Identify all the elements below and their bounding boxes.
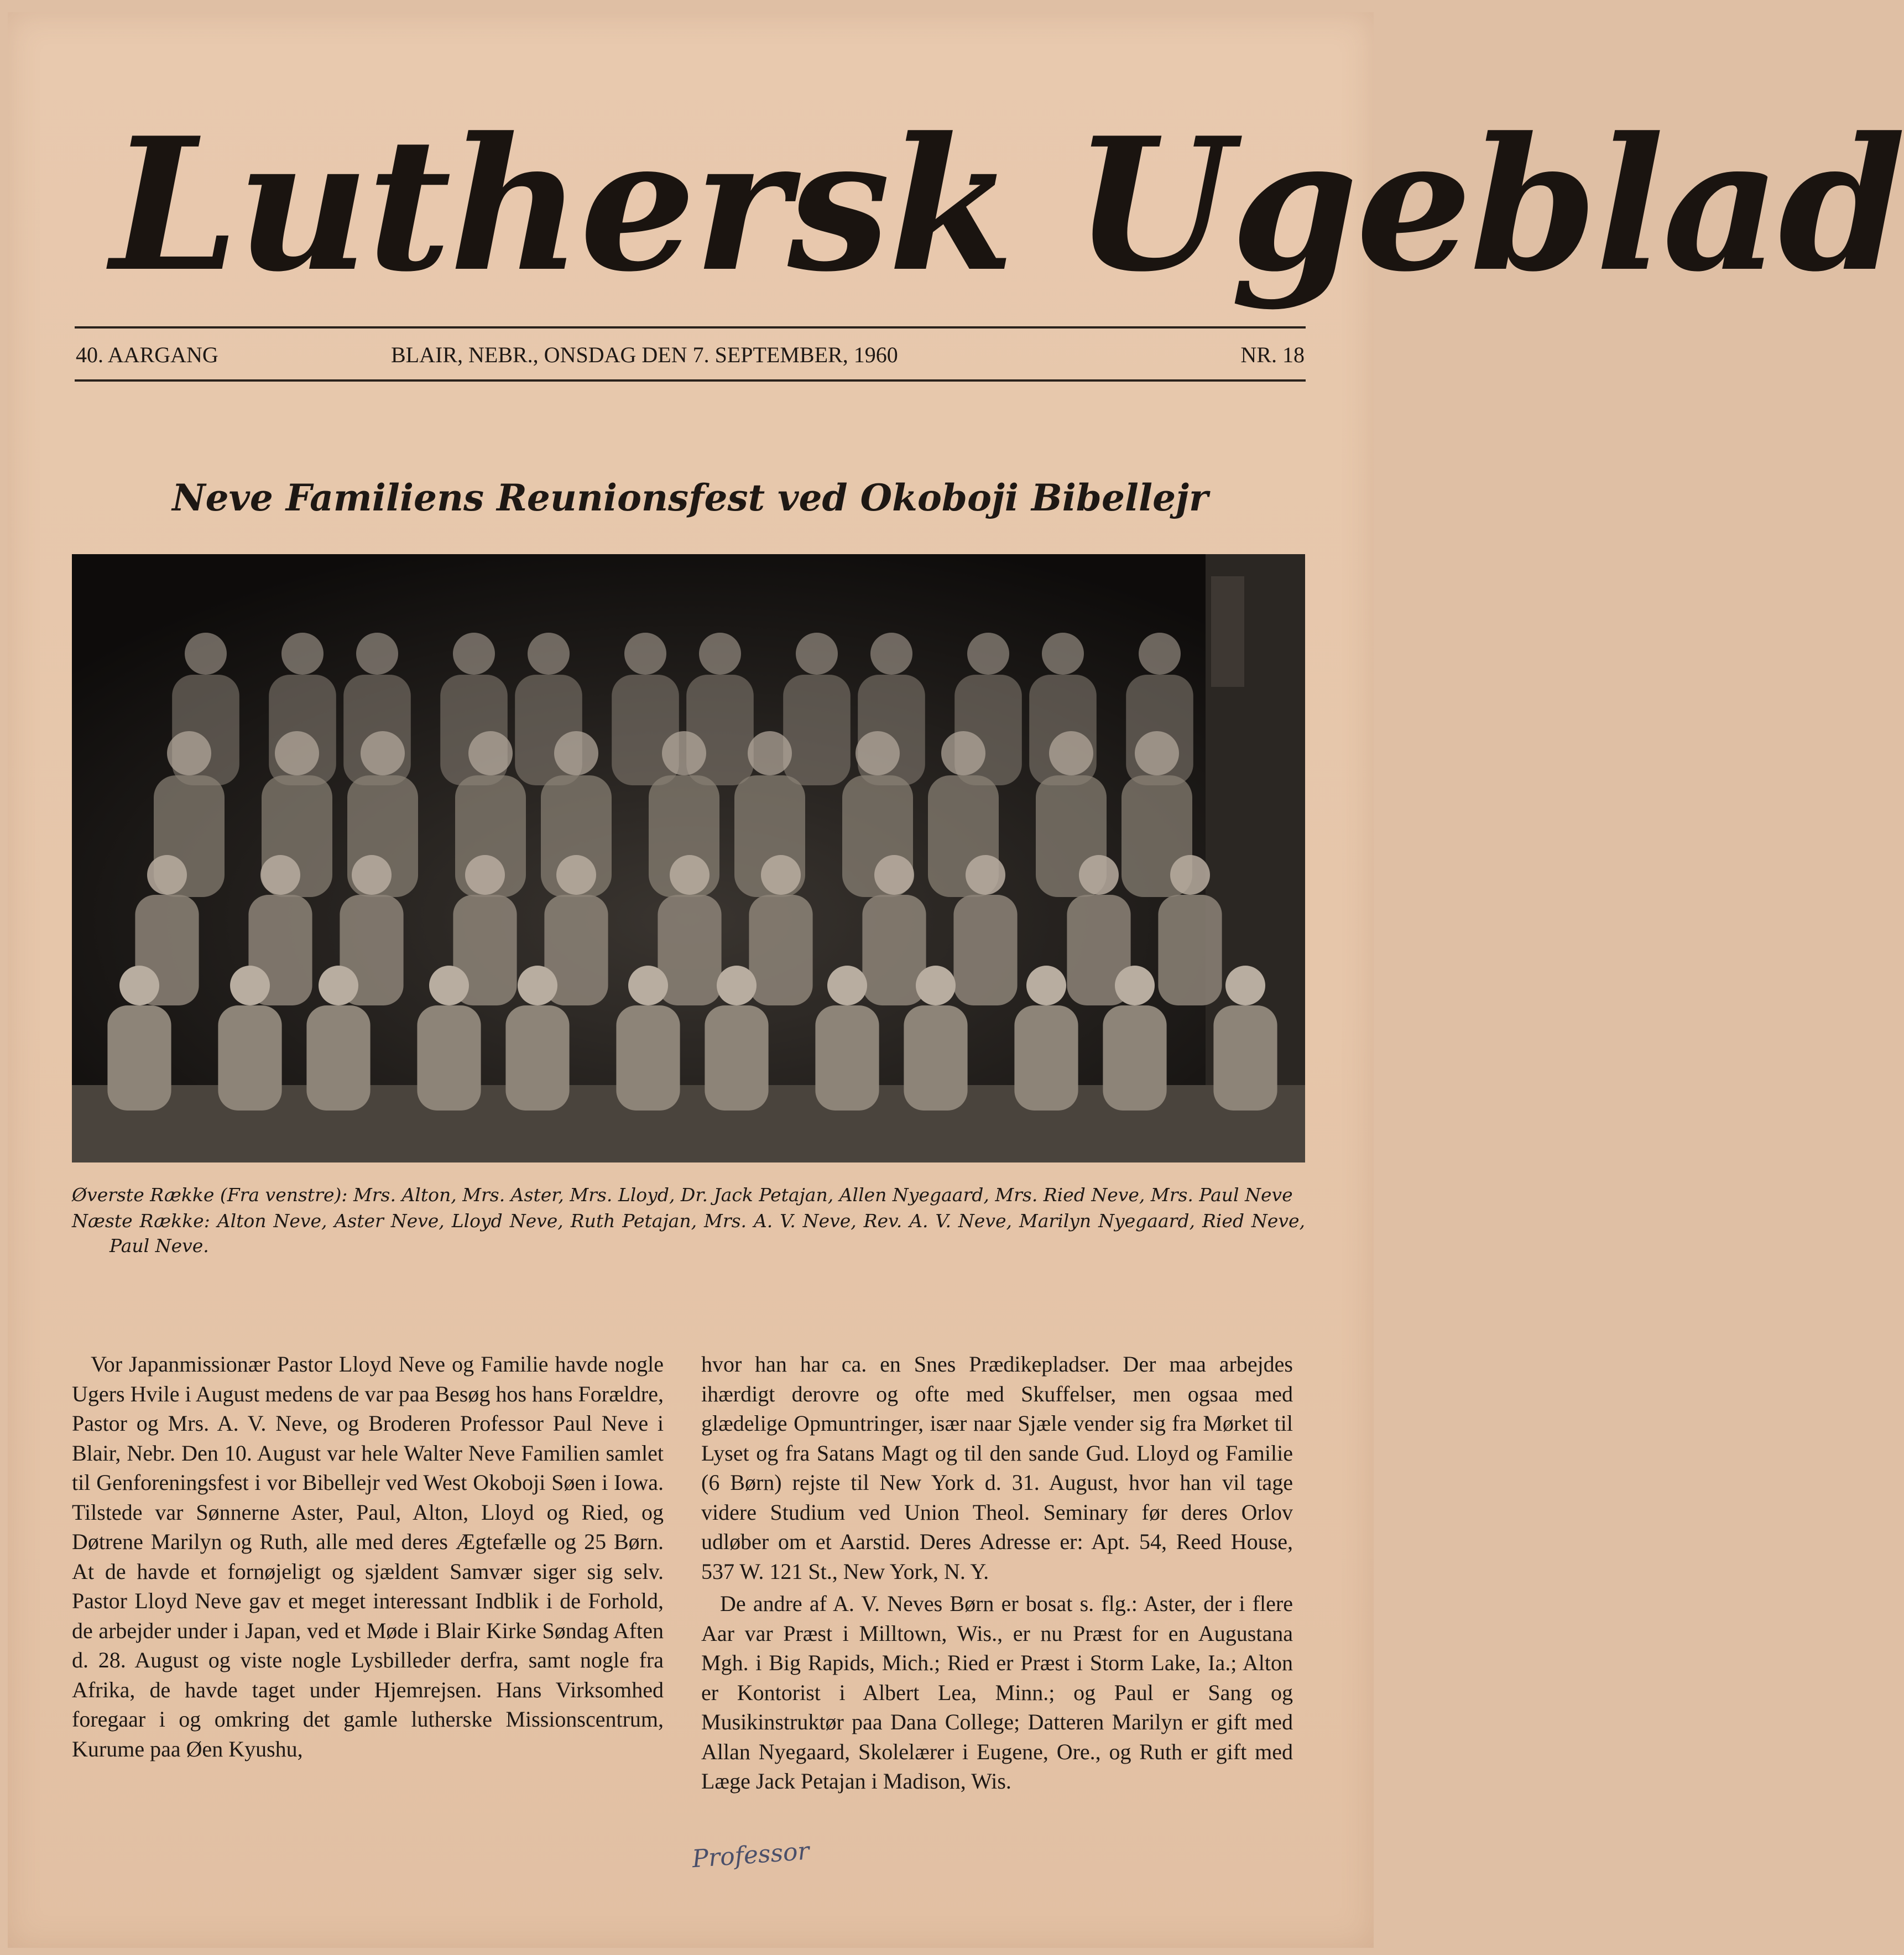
photo-figure-head	[827, 966, 867, 1005]
photo-figure-head	[352, 855, 392, 895]
photo-figure-head	[319, 966, 358, 1005]
photo-figure-head	[1049, 731, 1093, 775]
photo-figure-head	[429, 966, 469, 1005]
dateline	[75, 338, 1306, 372]
photo-figure-body	[306, 1005, 370, 1111]
photo-caption	[72, 1182, 1305, 1259]
photo-figure-body	[705, 1005, 768, 1111]
photo-figure-head	[670, 855, 710, 895]
photo-figure-head	[1042, 633, 1084, 675]
masthead-rule-bottom	[75, 379, 1306, 382]
photo-figure-head	[662, 731, 706, 775]
photo-figure-body	[1103, 1005, 1166, 1111]
photo-figure-head	[528, 633, 570, 675]
photo-figure-head	[967, 633, 1009, 675]
photo-figure-body	[783, 675, 851, 785]
photo-figure-head	[1115, 966, 1155, 1005]
photo-figure-head	[119, 966, 159, 1005]
photo-figure-head	[260, 855, 300, 895]
photo-figure-head	[870, 633, 912, 675]
handwritten-annotation: Professor	[691, 1837, 811, 1874]
photo-figure-body	[1014, 1005, 1078, 1111]
photo-figure-head	[465, 855, 505, 895]
photo-figure-head	[185, 633, 227, 675]
caption-top-row: Øverste Række (Fra venstre): Mrs. Alton, Mrs. Aster, Mrs. Lloyd, Dr. Jack Petajan, Allen Nyegaard, Mrs. Ried Neve, Mrs. Paul Neve	[72, 1184, 1293, 1206]
photo-figure-body	[107, 1005, 171, 1111]
article-paragraph: De andre af A. V. Neves Børn er bosat s. flg.: Aster, der i flere Aar var Præst i Milltown, Wis., er nu Præst for en Augustana Mgh. i Big Rapids, Mich.; Ried er Præst i Storm Lake, Ia.; Alton er Kontorist i Albert Lea, Minn.; og Paul er Sang og Musikinstruktør paa Dana College; Datteren Marilyn er gift med Allan Nyegaard, Skolelærer i Eugene, Ore., og Ruth er gift med Læge Jack Petajan i Madison, Wis.	[701, 1591, 1293, 1794]
article-paragraph: hvor han har ca. en Snes Prædikepladser. Der maa arbejdes ihærdigt derovre og ofte med Skuffelser, men ogsaa med glædelige Opmuntringer, især naar Sjæle vender sig fra Mørket til Lyset og fra Satans Magt og til den sande Gud. Lloyd og Familie (6 Børn) rejste til New York d. 31. August, hvor han vil tage videre Studium ved Union Theol. Seminary før deres Orlov udløber om et Aarstid. Deres Adresse er: Apt. 54, Reed House, 537 W. 121 St., New York, N. Y.	[701, 1352, 1293, 1584]
photo-figure-head	[1079, 855, 1119, 895]
photo-figure-head	[167, 731, 211, 775]
photo-figure-head	[1135, 731, 1179, 775]
photo-figure-head	[874, 855, 914, 895]
photo-figure-head	[468, 731, 513, 775]
article-column-left	[72, 1349, 664, 1764]
article-paragraph: Vor Japanmissionær Pastor Lloyd Neve og Familie havde nogle Ugers Hvile i August medens de var paa Besøg hos hans Forældre, Pastor og Mrs. A. V. Neve, og Broderen Professor Paul Neve i Blair, Nebr. Den 10. August var hele Walter Neve Familien samlet til Genforeningsfest i vor Bibellejr ved West Okoboji Søen i Iowa. Tilstede var Sønnerne Aster, Paul, Alton, Lloyd og Ried, og Døtrene Marilyn og Ruth, alle med deres Ægtefælle og 25 Børn. At de havde et fornøjeligt og sjældent Samvær siger sig selv. Pastor Lloyd Neve gav et meget interessant Indblik i de Forhold, de arbejder under i Japan, ved et Møde i Blair Kirke Søndag Aften d. 28. August og viste nogle Lysbilleder derfra, samt nogle fra Afrika, de havde taget under Hjemrejsen. Hans Virksomhed foregaar i og omkring det gamle lutherske Missionscentrum, Kurume paa Øen Kyushu,	[72, 1352, 664, 1761]
place-date: BLAIR, NEBR., ONSDAG DEN 7. SEPTEMBER, 1960	[391, 342, 898, 367]
photo-figure-head	[1225, 966, 1265, 1005]
photo-figure-head	[916, 966, 956, 1005]
photo-figure-head	[748, 731, 792, 775]
article-column-right	[701, 1349, 1293, 1796]
caption-next-row: Næste Række: Alton Neve, Aster Neve, Lloyd Neve, Ruth Petajan, Mrs. A. V. Neve, Rev. A. V. Neve, Marilyn Nyegaard, Ried Neve, Paul Neve.	[72, 1210, 1305, 1257]
photo-figure-head	[717, 966, 757, 1005]
photo-figure-head	[275, 731, 319, 775]
photo-figure-body	[904, 1005, 967, 1111]
issue-number: NR. 18	[1240, 342, 1305, 367]
photo-figure-head	[453, 633, 495, 675]
photo-figure-head	[230, 966, 270, 1005]
photo-figure-head	[554, 731, 598, 775]
photo-figure-body	[505, 1005, 569, 1111]
photo-figure-body	[749, 895, 812, 1005]
article-headline: Neve Familiens Reunionsfest ved Okoboji Bibellejr	[172, 476, 1208, 519]
photo-figure-body	[417, 1005, 481, 1111]
photo-figure-head	[518, 966, 557, 1005]
photo-figure-head	[941, 731, 985, 775]
photo-figure-head	[356, 633, 398, 675]
photo-figure-head	[556, 855, 596, 895]
photo-figure-head	[281, 633, 324, 675]
masthead-title: Luthersk Ugeblad	[111, 97, 1904, 312]
photo-figure-body	[218, 1005, 281, 1111]
masthead	[111, 83, 1904, 326]
photo-figure-head	[361, 731, 405, 775]
photo-illustration	[72, 554, 1305, 1162]
photo-figure-head	[699, 633, 741, 675]
family-group-photo	[72, 554, 1305, 1162]
photo-figure-head	[1170, 855, 1210, 895]
photo-figure-head	[624, 633, 666, 675]
photo-figure-head	[628, 966, 668, 1005]
photo-figure-head	[856, 731, 900, 775]
photo-figure-body	[815, 1005, 879, 1111]
photo-figure-head	[1139, 633, 1181, 675]
photo-figure-body	[616, 1005, 680, 1111]
masthead-rule-top	[75, 326, 1306, 329]
photo-figure-head	[796, 633, 838, 675]
volume-label: 40. AARGANG	[76, 342, 218, 367]
photo-figure-body	[1158, 895, 1222, 1005]
photo-figure-head	[966, 855, 1005, 895]
photo-figure-body	[953, 895, 1017, 1005]
photo-figure-head	[147, 855, 187, 895]
photo-figure-head	[1026, 966, 1066, 1005]
photo-figure-body	[1213, 1005, 1277, 1111]
photo-figure-head	[761, 855, 801, 895]
